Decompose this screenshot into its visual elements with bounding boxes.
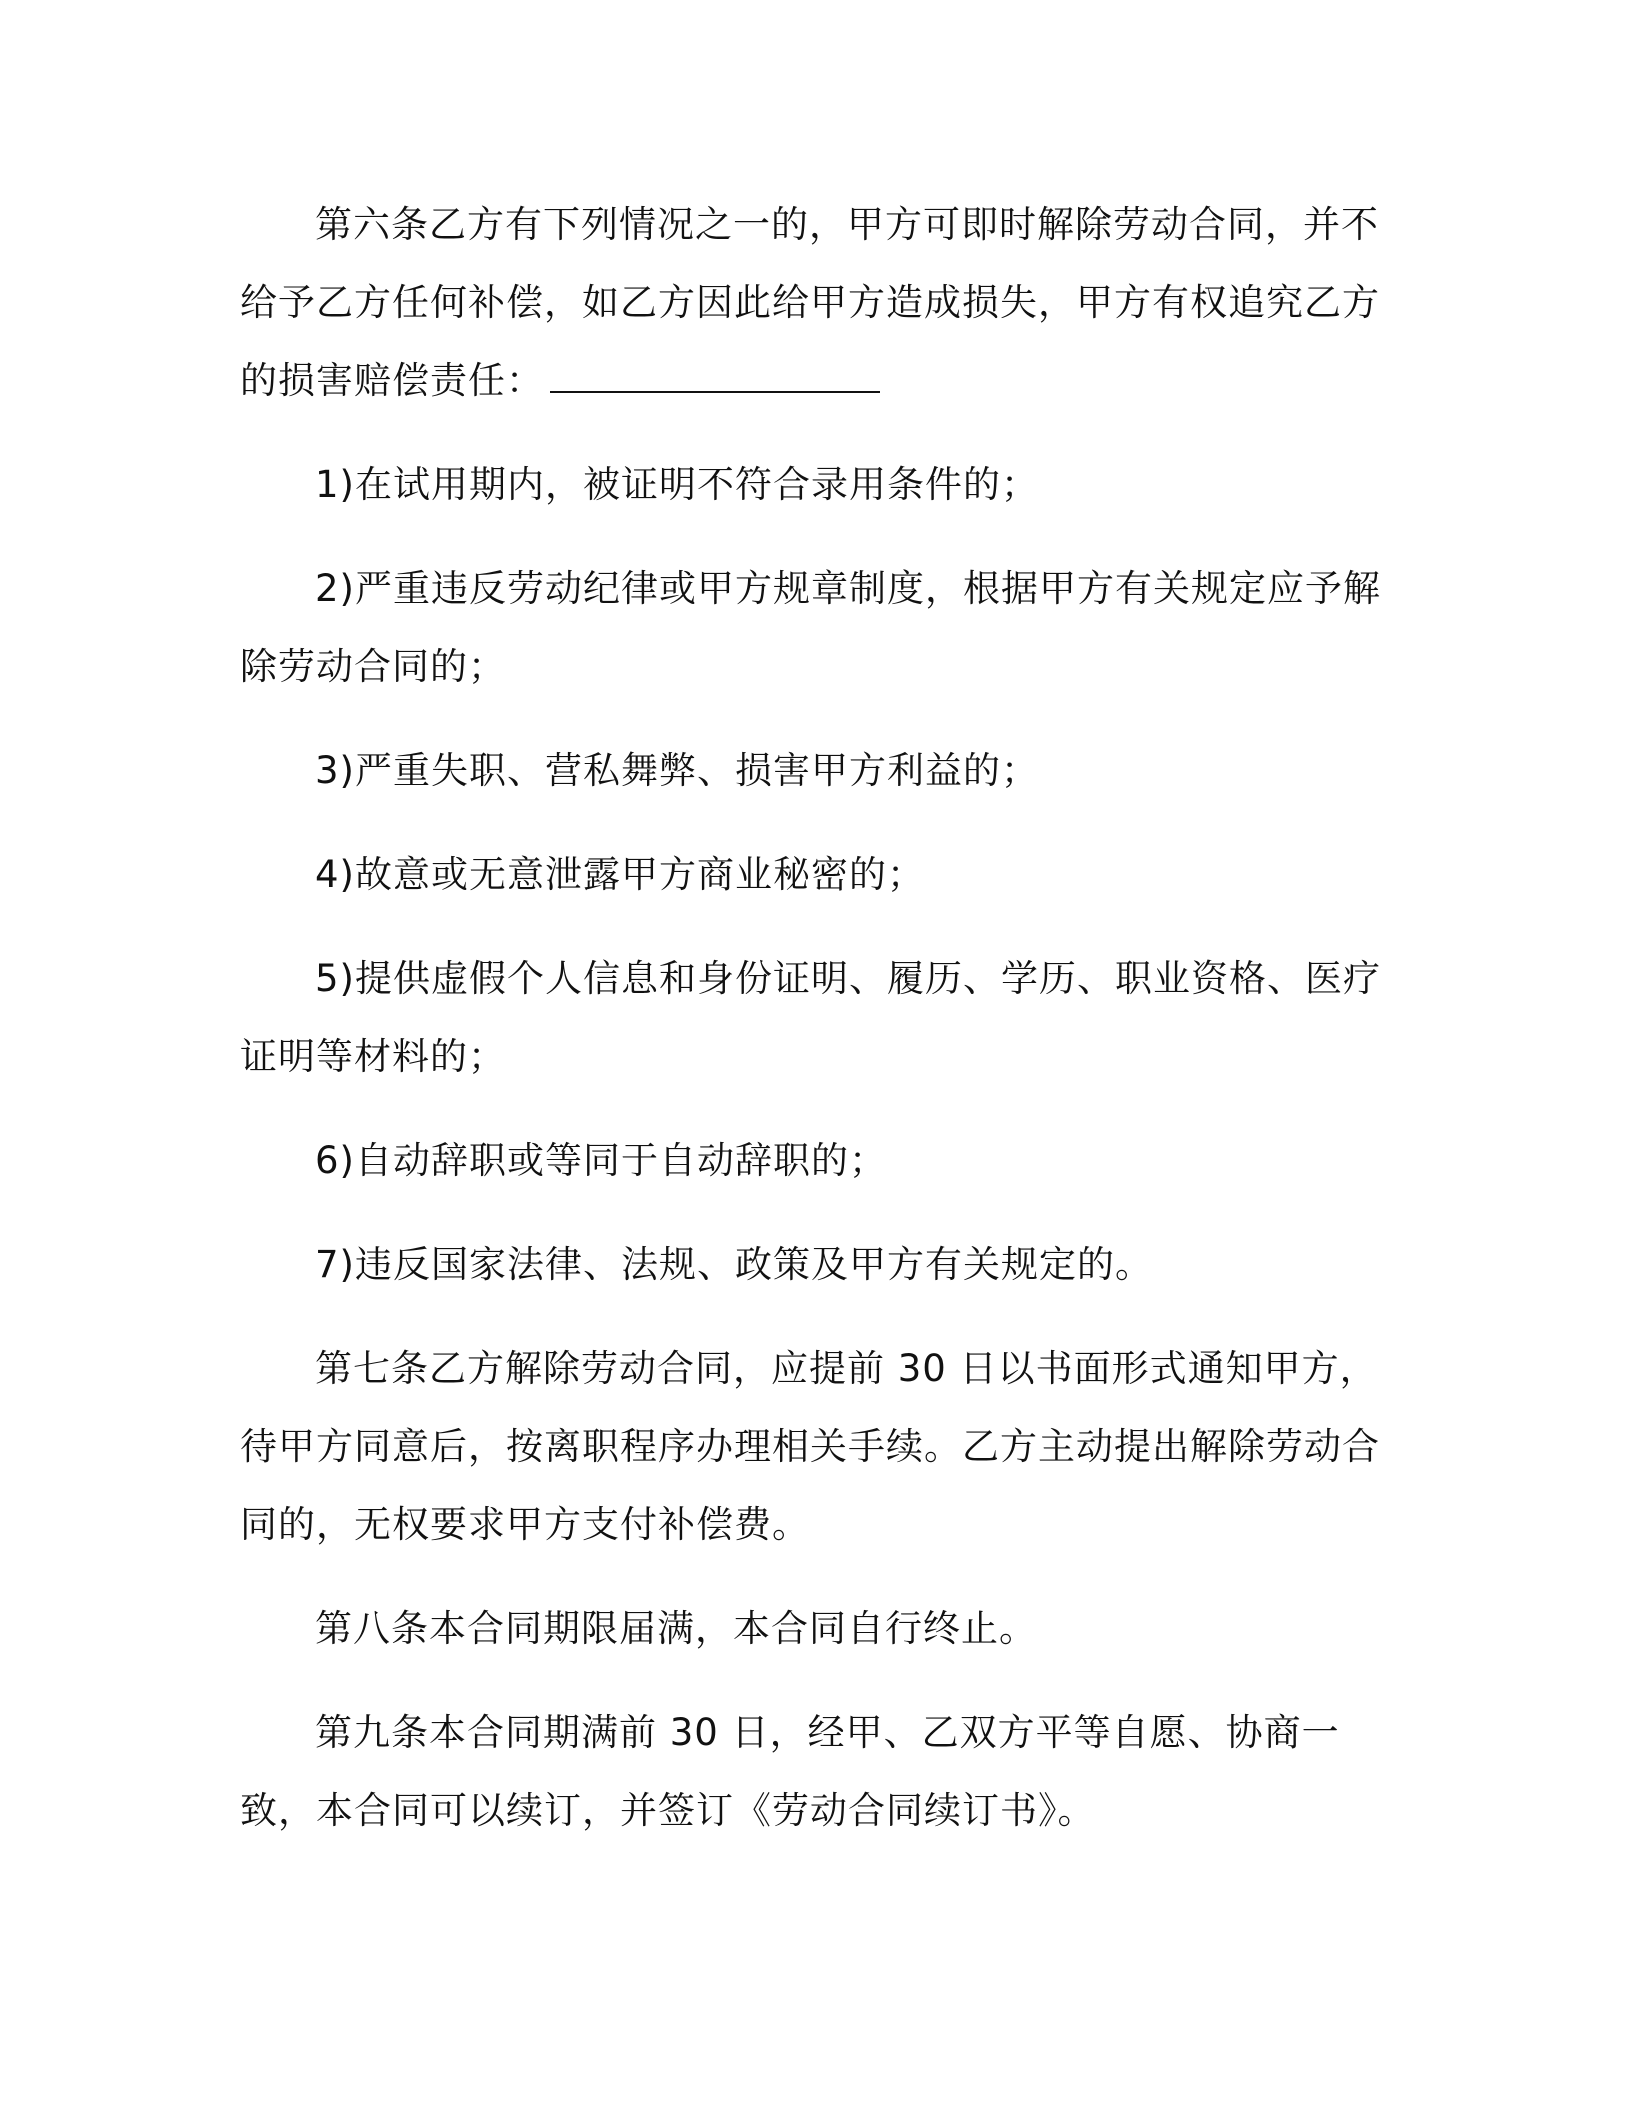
list-item: 5)提供虚假个人信息和身份证明、履历、学历、职业资格、医疗证明等材料的； (240, 957, 1381, 1078)
article-6-intro (240, 186, 1392, 420)
article-8: 第八条本合同期限届满，本合同自行终止。 (315, 1607, 1037, 1650)
list-item: 2)严重违反劳动纪律或甲方规章制度，根据甲方有关规定应予解除劳动合同的； (240, 567, 1381, 688)
article-9: 第九条本合同期满前 30 日，经甲、乙双方平等自愿、协商一致，本合同可以续订，并签订《劳动合同续订书》。 (240, 1711, 1340, 1832)
list-item: 3)严重失职、营私舞弊、损害甲方利益的； (315, 749, 1039, 792)
list-item: 7)违反国家法律、法规、政策及甲方有关规定的。 (315, 1243, 1153, 1286)
document-body (240, 186, 1392, 1850)
list-item: 1)在试用期内，被证明不符合录用条件的； (315, 463, 1039, 506)
article-6-text: 第六条乙方有下列情况之一的，甲方可即时解除劳动合同，并不给予乙方任何补偿，如乙方因此给甲方造成损失，甲方有权追究乙方的损害赔偿责任： (240, 203, 1380, 402)
list-item: 6)自动辞职或等同于自动辞职的； (315, 1139, 887, 1182)
fill-in-blank (550, 361, 880, 393)
list-item: 4)故意或无意泄露甲方商业秘密的； (315, 853, 925, 896)
article-7: 第七条乙方解除劳动合同，应提前 30 日以书面形式通知甲方，待甲方同意后，按离职程序办理相关手续。乙方主动提出解除劳动合同的，无权要求甲方支付补偿费。 (240, 1347, 1380, 1546)
